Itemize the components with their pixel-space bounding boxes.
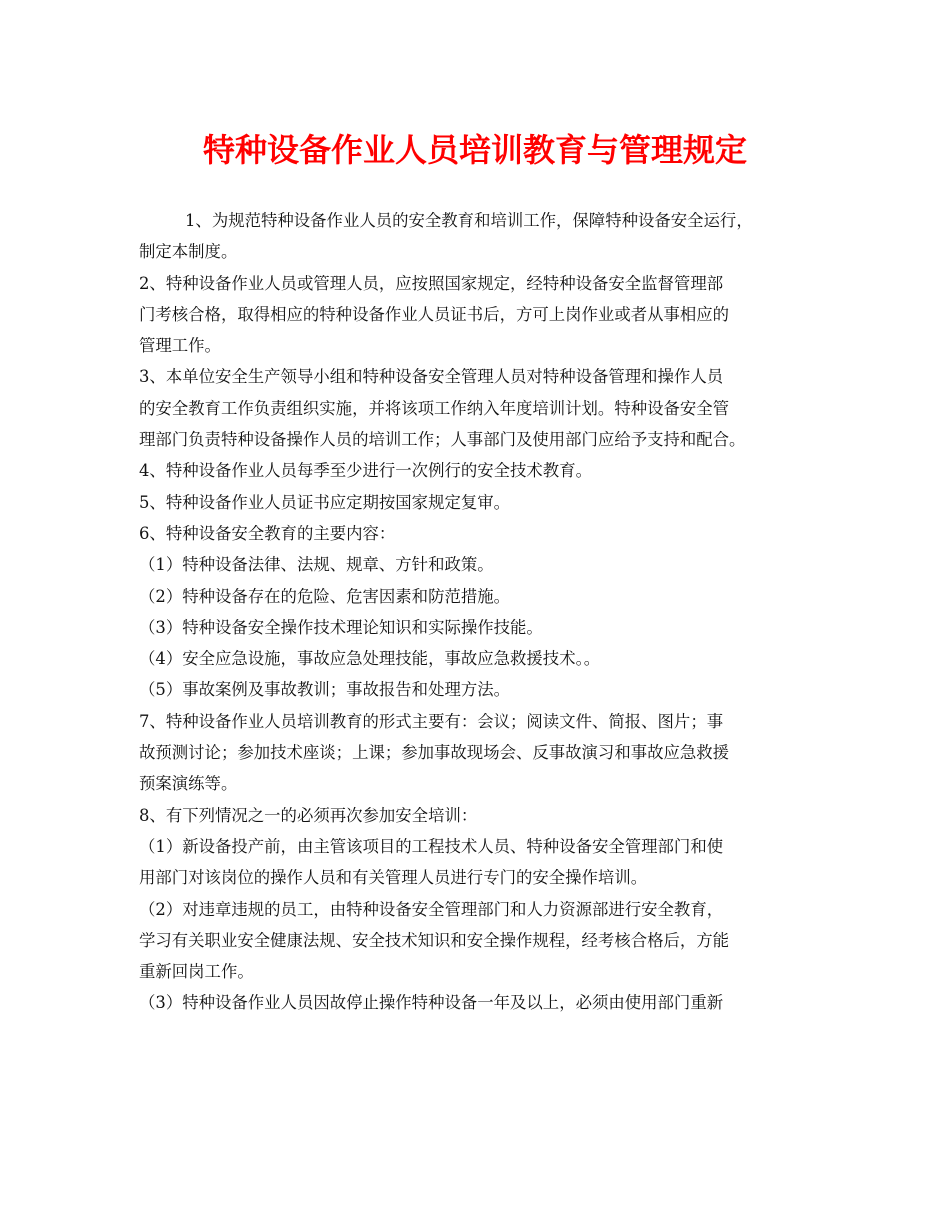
paragraph-line: 故预测讨论；参加技术座谈；上课；参加事故现场会、反事故演习和事故应急救援 — [139, 743, 730, 763]
list-item-6-5 — [139, 674, 839, 705]
paragraph-line: 7、特种设备作业人员培训教育的形式主要有：会议；阅读文件、简报、图片；事 — [139, 711, 724, 731]
paragraph-line: 4、特种设备作业人员每季至少进行一次例行的安全技术教育。 — [139, 461, 592, 481]
paragraph-line: 学习有关职业安全健康法规、安全技术知识和安全操作规程，经考核合格后，方能 — [139, 930, 730, 950]
list-item-8-2 — [139, 894, 839, 988]
paragraph-line: 门考核合格，取得相应的特种设备作业人员证书后，方可上岗作业或者从事相应的 — [139, 304, 730, 324]
paragraph-line: 管理工作。 — [139, 336, 221, 356]
paragraph-line: 6、特种设备安全教育的主要内容： — [139, 523, 396, 543]
paragraph-1 — [139, 205, 839, 268]
paragraph-4 — [139, 455, 839, 486]
paragraph-line: （3）特种设备作业人员因故停止操作特种设备一年及以上，必须由使用部门重新 — [139, 993, 724, 1013]
paragraph-line: 预案演练等。 — [139, 774, 238, 794]
paragraph-line: 的安全教育工作负责组织实施，并将该项工作纳入年度培训计划。特种设备安全管 — [139, 398, 730, 418]
paragraph-line: 制定本制度。 — [139, 242, 238, 262]
list-item-6-3 — [139, 612, 839, 643]
list-item-6-4 — [139, 643, 839, 674]
paragraph-2 — [139, 268, 839, 362]
paragraph-line: （1）新设备投产前，由主管该项目的工程技术人员、特种设备安全管理部门和使 — [139, 836, 724, 856]
paragraph-line: （3）特种设备安全操作技术理论知识和实际操作技能。 — [139, 617, 543, 637]
paragraph-3 — [139, 361, 839, 455]
document-title: 特种设备作业人员培训教育与管理规定 — [202, 131, 747, 169]
list-item-6-1 — [139, 549, 839, 580]
paragraph-8 — [139, 800, 839, 831]
paragraph-line: 5、特种设备作业人员证书应定期按国家规定复审。 — [139, 492, 511, 512]
paragraph-line: 3、本单位安全生产领导小组和特种设备安全管理人员对特种设备管理和操作人员 — [139, 367, 724, 387]
paragraph-6 — [139, 518, 839, 549]
paragraph-7 — [139, 706, 839, 800]
paragraph-line: （4）安全应急设施，事故应急处理技能，事故应急救援技术。。 — [139, 649, 601, 669]
paragraph-line: 重新回岗工作。 — [139, 962, 254, 982]
paragraph-line: 8、有下列情况之一的必须再次参加安全培训： — [139, 805, 478, 825]
document-body — [139, 205, 839, 1019]
paragraph-line: 2、特种设备作业人员或管理人员，应按照国家规定，经特种设备安全监督管理部 — [139, 273, 724, 293]
paragraph-line: （5）事故案例及事故教训；事故报告和处理方法。 — [139, 680, 511, 700]
paragraph-line: （2）特种设备存在的危险、危害因素和防范措施。 — [139, 586, 511, 606]
paragraph-line: 用部门对该岗位的操作人员和有关管理人员进行专门的安全操作培训。 — [139, 868, 648, 888]
list-item-8-3 — [139, 987, 839, 1018]
paragraph-line: 理部门负责特种设备操作人员的培训工作；人事部门及使用部门应给予支持和配合。 — [139, 430, 746, 450]
paragraph-line: （2）对违章违规的员工，由特种设备安全管理部门和人力资源部进行安全教育， — [139, 899, 724, 919]
list-item-8-1 — [139, 831, 839, 894]
list-item-6-2 — [139, 581, 839, 612]
paragraph-line: 1、为规范特种设备作业人员的安全教育和培训工作，保障特种设备安全运行， — [185, 211, 753, 230]
paragraph-line: （1）特种设备法律、法规、规章、方针和政策。 — [139, 555, 494, 575]
paragraph-5 — [139, 487, 839, 518]
